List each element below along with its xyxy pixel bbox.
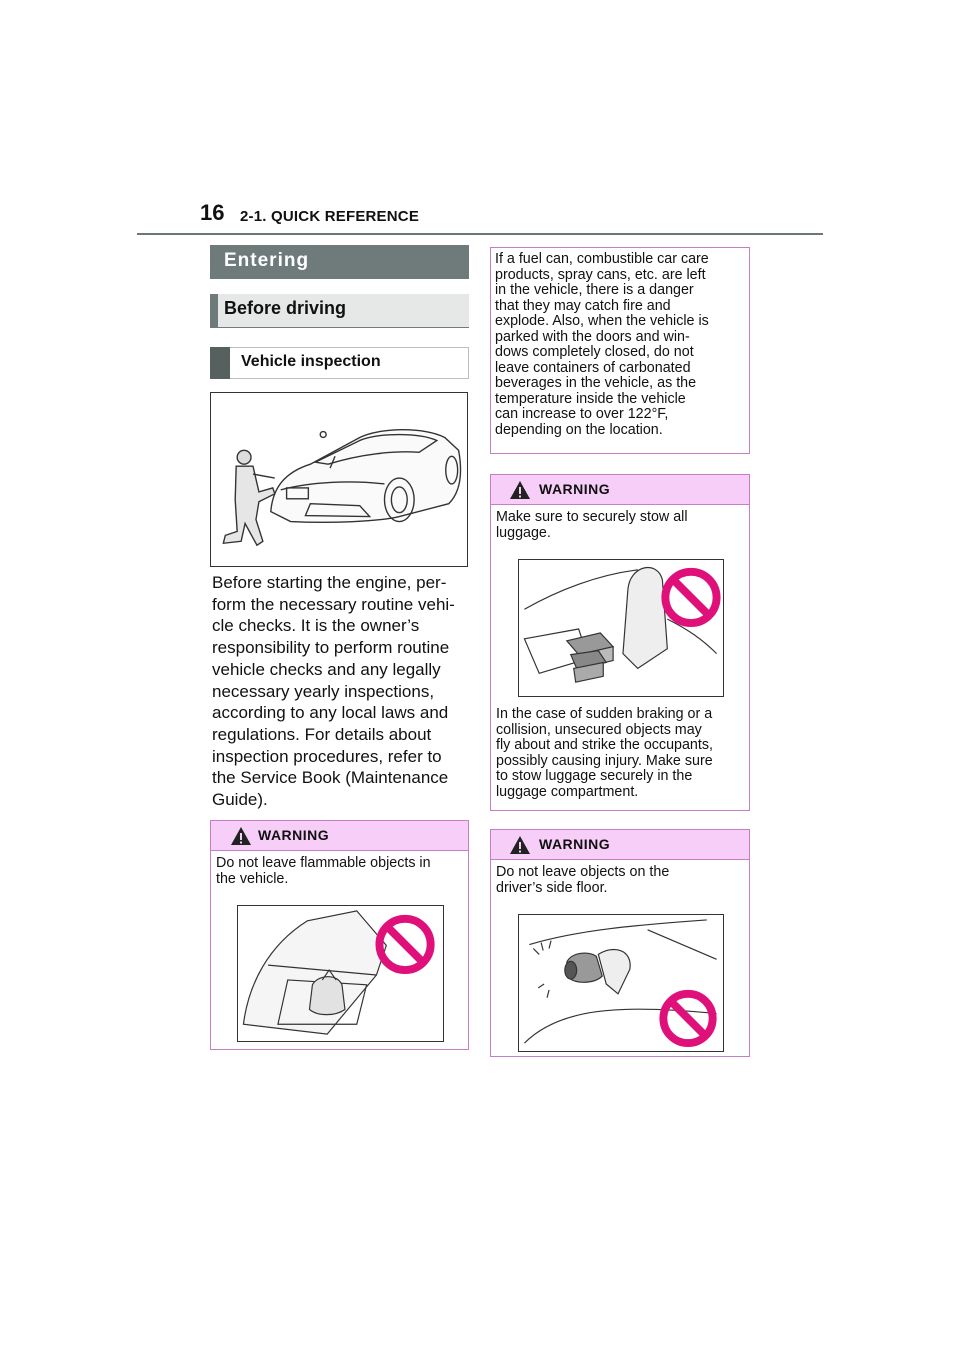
page-number: 16 [200,200,225,225]
warning-triangle-icon [509,835,531,855]
heading-before-driving [210,294,469,328]
heading-vehicle-inspection-label: Vehicle inspection [241,353,381,370]
trunk-fuel-can-illustration [237,905,444,1042]
warning-text-floor: Do not leave objects on the driver’s side floor. [496,864,670,896]
heading-accent [210,294,218,327]
header-rule [137,233,823,235]
fuel-can-warning-text: If a fuel can, combustible car care products, spray cans, etc. are left in the vehicle, there is a danger that they may catch fire and explode. Also, when the vehicle is parked with the doors and win- dows completely closed, do not leave containers of carbonated beverages in the vehicle, as the temperature inside the vehicle can increase to over 122°F, depending on the location. [495,251,709,438]
unsecured-luggage-illustration [518,559,724,697]
section-title: 2-1. QUICK REFERENCE [240,208,420,225]
warning-triangle-icon [509,480,531,500]
warning-text: Do not leave flammable objects in the vehicle. [216,855,431,887]
warning-label: WARNING [539,481,611,497]
warning-header [211,821,468,851]
warning-box-floor [490,829,750,1057]
warning-text-luggage-intro: Make sure to securely stow all luggage. [496,509,688,541]
vehicle-inspection-illustration [210,392,468,567]
warning-header [491,475,749,505]
heading-accent [210,347,230,379]
warning-label: WARNING [258,827,330,843]
warning-label: WARNING [539,836,611,852]
warning-box-luggage [490,474,750,811]
heading-entering-label: Entering [224,250,310,271]
heading-entering [210,245,469,279]
driver-floor-illustration [518,914,724,1052]
warning-triangle-icon [230,826,252,846]
heading-vehicle-inspection [210,347,469,379]
inspection-body-text: Before starting the engine, per- form the necessary routine vehi- cle checks. It is the owner’s responsibility to perform routine vehicle checks and any legally necessary yearly inspections, according to any local laws and regulations. For details about inspection procedures, refer to the Service Book (Maintenance Guide). [212,573,455,810]
warning-header [491,830,749,860]
fuel-can-info-box [490,247,750,454]
warning-box-flammable [210,820,469,1050]
heading-before-driving-label: Before driving [224,298,347,318]
warning-text-luggage-detail: In the case of sudden braking or a collision, unsecured objects may fly about and strike the occupants, possibly causing injury. Make sure to stow luggage securely in the luggage compartment. [496,706,713,800]
